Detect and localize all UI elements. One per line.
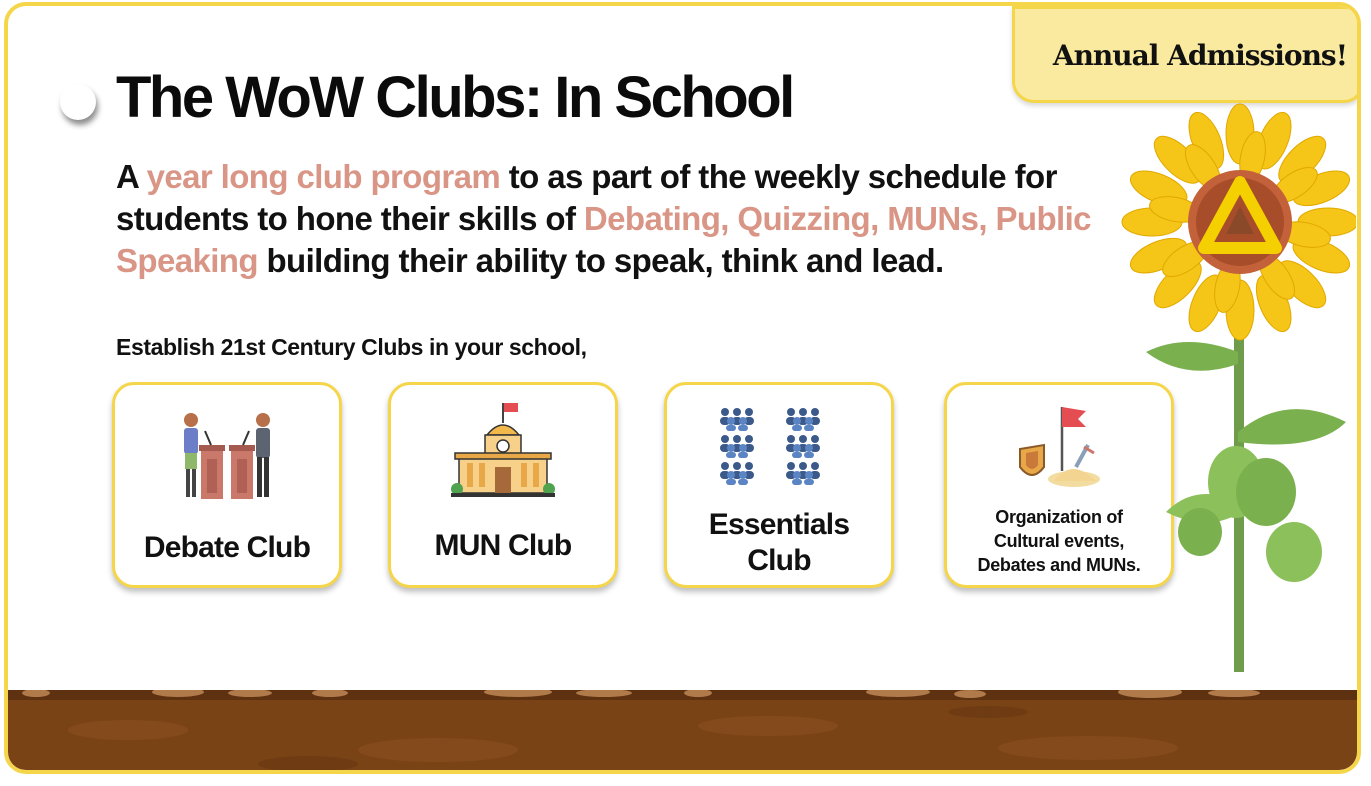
desc-text-3: building their ability to speak, think and lead.	[257, 242, 944, 279]
desc-text-2: to as part of the weekly schedule for students to hone their skills of	[116, 158, 1057, 237]
card-label-line1: Organization of	[995, 507, 1123, 527]
sunflower-illustration	[1116, 102, 1356, 672]
description	[116, 156, 1126, 282]
card-label-line2: Cultural events,	[993, 531, 1125, 551]
slide-frame	[4, 2, 1361, 774]
card-label: Debate Club	[143, 531, 311, 564]
establish-text: Establish 21st Century Clubs in your school,	[116, 334, 587, 360]
card-debate-club	[112, 382, 342, 588]
bullet-dot	[60, 84, 96, 120]
debate-icon	[177, 409, 277, 501]
soil-ground	[8, 690, 1361, 774]
card-label-line2: Club	[747, 544, 811, 577]
desc-text-1: A	[116, 158, 147, 195]
flag-shield-icon	[1014, 401, 1104, 487]
group-people-icon	[719, 407, 839, 487]
government-building-icon	[451, 401, 555, 501]
card-label	[667, 507, 891, 579]
admissions-badge	[1012, 6, 1361, 103]
card-label: MUN Club	[434, 529, 572, 562]
card-mun-club	[388, 382, 618, 588]
card-label-line3: Debates and MUNs.	[977, 555, 1141, 575]
card-label-line1: Essentials	[708, 508, 850, 541]
page-title: The WoW Clubs: In School	[116, 65, 793, 130]
badge-label: Annual Admissions!	[1052, 39, 1347, 72]
desc-highlight-2: Debating, Quizzing, MUNs, Public Speaking	[116, 200, 1091, 279]
card-essentials-club	[664, 382, 894, 588]
desc-highlight-1: year long club program	[146, 158, 501, 195]
